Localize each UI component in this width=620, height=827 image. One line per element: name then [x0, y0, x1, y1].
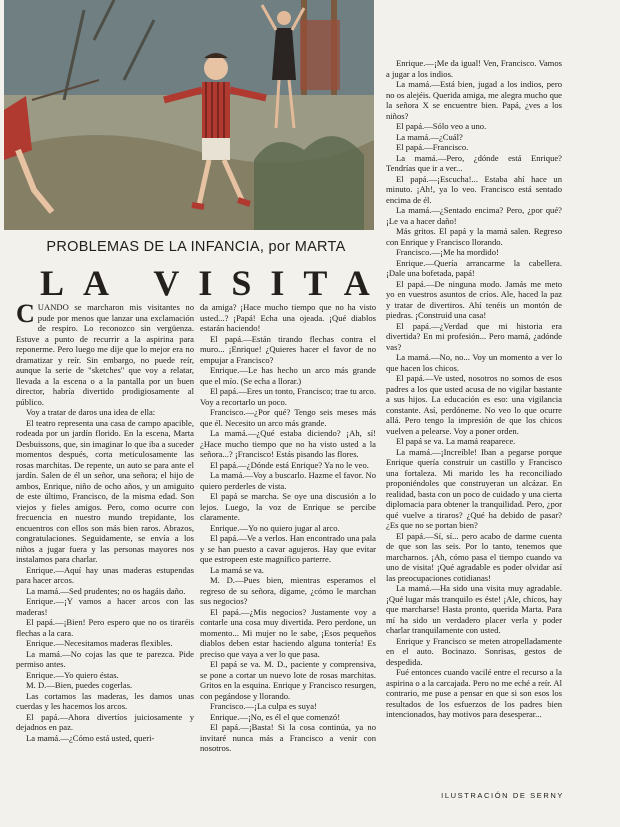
illustration-svg — [4, 0, 374, 230]
paragraph: El papá se va. La mamá reaparece. — [396, 436, 516, 446]
paragraph: La mamá.—Voy a buscarlo. Hazme el favor. No quiero perderles de vista. — [200, 470, 376, 491]
illus-woman-dress — [272, 28, 296, 80]
paragraph: El papá.—¡Basta! Si la cosa continúa, ya no invitaré nunca más a Francisco a venir con nosotros. — [200, 722, 376, 753]
paragraph: El papá.—Eres un tonto, Francisco; trae tu arco. Voy a recortarlo un poco. — [200, 386, 376, 407]
illus-boy-head — [204, 56, 228, 80]
paragraph: La mamá.—Sed prudentes; no os hagáis daño. — [26, 585, 186, 596]
paragraph — [16, 302, 194, 407]
paragraph: El papá.—Ve a verlos. Han encontrado una pala y se han puesto a cavar agujeros. Hay que evitar que estropeen este magnífico parterre. — [200, 533, 376, 564]
paragraph: La mamá.—¿Cuál? — [396, 131, 463, 142]
paragraph: da amiga? ¡Hace mucho tiempo que no ha visto usted...? ¡Papá! Echa una ojeada. ¡Qué diablos estarán haciendo! — [200, 302, 376, 333]
illus-brick-wall — [300, 20, 340, 90]
paragraph: Enrique.—Aquí hay unas maderas estupendas para hacer arcos. — [16, 564, 194, 585]
paragraph: El papá.—¿Verdad que mi historia era divertida? En mi profesión... Pero mamá, ¿adónde vas? — [386, 320, 562, 352]
paragraph: El papá se marcha. Se oye una discusión a lo lejos. Luego, la voz de Enrique se percibe claramente. — [200, 491, 376, 522]
paragraph: El papá.—Sólo veo a uno. — [396, 121, 487, 131]
paragraph: Francisco.—¡Me ha mordido! — [396, 247, 499, 257]
paragraph: El papá se va. M. D., paciente y comprensiva, se pone a cortar un nuevo lote de rosas marchitas. Gritos en la esquina. Enrique y Francisco resurgen, con pegándose y llorando. — [200, 659, 376, 701]
paragraph: La mamá.—No cojas las que te parezca. Pide permiso antes. — [16, 648, 194, 669]
paragraph: La mamá.—Pero, ¿dónde está Enrique? Tendrías que ir a ver... — [386, 152, 562, 173]
paragraph: El papá.—Francisco. — [396, 142, 469, 152]
paragraph: El papá.—Ahora divertíos juiciosamente y dejadnos en paz. — [16, 711, 194, 732]
paragraph: La mamá.—Está bien, jugad a los indios, pero no os alejéis. Querida amiga, me alegra mucho que la señora X se encuentre bien. Papá, ¿ves a los niños? — [386, 79, 562, 121]
paragraph: La mamá.—¡Increíble! Iban a pegarse porque Enrique quería construir un castillo y Francisco una fortaleza. Mi marido les ha reconciliado proponiéndoles que construyeran un alcázar. En realidad, basta con un poco de cuidado y una cierta diplomacia para obtener la tranquilidad. Pero, ¿por qué vuelve a tiraros? ¿Qué ha debido de pasar? ¿Es que no se portan bien? — [386, 446, 562, 530]
text-column-3 — [386, 58, 562, 788]
paragraph: El papá.—¿Mis negocios? Justamente voy a contarle una cosa muy divertida. Pero perdone, un momento... Mi mujer no le sabe, ¡Esos pequeños diablos deben estar haciendo alguna tontería! Es preciso que vaya a ver lo que pasa. — [200, 606, 376, 659]
paragraph: Las cortamos las maderas, les damos unas cuerdas y les hacemos los arcos. — [16, 690, 194, 711]
paragraph: El papá.—¡Escucha!... Estaba ahí hace un minuto. ¡Ah!, ya lo veo. Francisco está sentado encima de él. — [386, 173, 562, 205]
paragraph: M. D.—Bien, puedes cogerlas. — [26, 680, 133, 690]
paragraph: La mamá.—¿Sentado encima? Pero, ¿por qué? ¡Le va a hacer daño! — [386, 205, 562, 226]
illus-woman-head — [277, 11, 291, 25]
paragraph: Enrique.—Necesitamos maderas flexibles. — [26, 638, 173, 648]
paragraph: El papá.—Sí, sí... pero acabo de darme cuenta de que son las seis. Por lo tanto, tenemos que marcharnos. ¡Ah, cómo pasa el tiempo cuando va uno de visita! ¡Qué agradable es poder olvidar así las preocupaciones cotidianas! — [386, 530, 562, 583]
paragraph: Francisco.—¿Por qué? Tengo seis meses más que él. Necesito un arco más grande. — [200, 407, 376, 428]
paragraph: El papá.—¿Dónde está Enrique? Ya no le veo. — [210, 459, 369, 470]
article-subtitle: PROBLEMAS DE LA INFANCIA, por MARTA — [46, 239, 346, 255]
text-column-1 — [16, 302, 194, 792]
paragraph: Fué entonces cuando vacilé entre el recurso a la aspirina o a la carcajada. Pero no me eché a reír. Al contrario, me puse a pensar en que si son esos los resultados de los esfuerzos de los padres bien intencionados, hay motivos para desesperar... — [386, 667, 562, 719]
illustration-credit: ILUSTRACIÓN DE SERNY — [441, 791, 564, 800]
paragraph: El papá.—Ve usted, nosotros no somos de esos padres a los que usted acusa de no vigilar bastante a sus hijos. La educación es eso: una vigilancia constante. Así, perdóneme. No veo lo que ocurre allá. Pero tengo la impresión de que los chicos vuelven a pelearse. Voy a poner orden. — [386, 373, 562, 436]
paragraph: Francisco.—¡La culpa es suya! — [210, 701, 317, 711]
text-column-2 — [200, 302, 376, 792]
paragraph: Enrique.—¡Me da igual! Ven, Francisco. Vamos a jugar a los indios. — [386, 58, 562, 79]
paragraph: Enrique.—Yo no quiero jugar al arco. — [210, 522, 340, 533]
paragraph: M. D.—Pues bien, mientras esperamos el regreso de su señora, dígame, ¿cómo le marchan sus negocios? — [200, 575, 376, 606]
paragraph: Voy a tratar de daros una idea de ella: — [26, 407, 156, 417]
paragraph-text: UANDO se marcharon mis visitantes no pude por menos que lanzar una exclamación de respiro. Lo reconozco sin vergüenza. Estuve a punto de recurrir a la aspirina para reponerme. Pero luego me dije que lo mejor era no dramatizar y reír. Sin embargo, no puede reír, aunque la serie de "sketches" que voy a relatar, llevada a la escena o a la pantalla por un buen director, habría divertido prodigiosamente al público. — [16, 302, 194, 407]
illustration-children-playing — [4, 0, 374, 230]
paragraph: El teatro representa una casa de campo apacible, rodeada por un jardín florido. En la escena, Marta Desbuissons, que, sin imaginar lo que iba a suceder momentos después, corta meticulosamente las rosas marchitas. De repente, un auto se para ante el jardín. Salen de él un señor, una señora; el hijo de ambos, Enrique, niño de ocho años, y un amiguito de este último, Francisco, de la misma edad. Son viejos y fieles amigos. Pero, como ocurre con frecuencia en nuestro mundo trepidante, los encuentros con ellos son más bien raros. Abrazos, congratulaciones. Seguidamente, se envía a los niños a jugar fuera y las personas mayores nos instalamos para charlar. — [16, 417, 194, 564]
paragraph: La mamá.—Ha sido una visita muy agradable. ¡Qué lugar más tranquilo es éste! ¡Ale, chicos, hay que marcharse! Hasta pronto, querida Marta. Para mí ha sido un verdadero placer verla y poder charlar tranquilamente con usted. — [386, 583, 562, 635]
illus-bush — [254, 136, 364, 230]
paragraph: La mamá.—¿Cómo está usted, queri- — [26, 732, 155, 743]
paragraph: Enrique.—¡Y vamos a hacer arcos con las maderas! — [16, 596, 194, 617]
illus-boy-shorts — [202, 138, 230, 160]
paragraph: El papá.—Están tirando flechas contra el muro... ¡Enrique! ¿Quieres hacer el favor de no empujar a Francisco? — [200, 333, 376, 365]
paragraph: El papá.—¡Bien! Pero espero que no os tiraréis flechas a la cara. — [16, 617, 194, 638]
paragraph: Enrique.—Le has hecho un arco más grande que el mío. (Se echa a llorar.) — [200, 365, 376, 386]
paragraph: El papá.—De ninguna modo. Jamás me meto yo en vuestros asuntos de críos. Ale, haced la paz y tratar de divertiros. Ahí tenéis un montón de piedras. ¡Construid una casa! — [386, 278, 562, 320]
paragraph: Más gritos. El papá y la mamá salen. Regreso con Enrique y Francisco llorando. — [386, 226, 562, 247]
paragraph: La mamá.—¿Qué estaba diciendo? ¡Ah, sí! ¿Hace mucho tiempo que no ha visto usted a la señora...? ¡Francisco! Estás pisando las flores. — [200, 428, 376, 459]
paragraph: Enrique y Francisco se meten atropelladamente en el auto. Bocinazo. Sonrisas, gestos de despedida. — [386, 635, 562, 667]
paragraph: Enrique.—Quería arrancarme la cabellera. ¡Dale una bofetada, papá! — [386, 257, 562, 278]
paragraph: Enrique.—Yo quiero éstas. — [26, 669, 119, 680]
drop-cap: C — [16, 302, 35, 328]
paragraph: La mamá se va. — [210, 564, 264, 575]
paragraph: La mamá.—No, no... Voy un momento a ver lo que hacen los chicos. — [386, 352, 562, 373]
paragraph: Enrique.—¡No, es él el que comenzó! — [210, 711, 341, 722]
article-title: LA VISITA — [40, 263, 389, 303]
